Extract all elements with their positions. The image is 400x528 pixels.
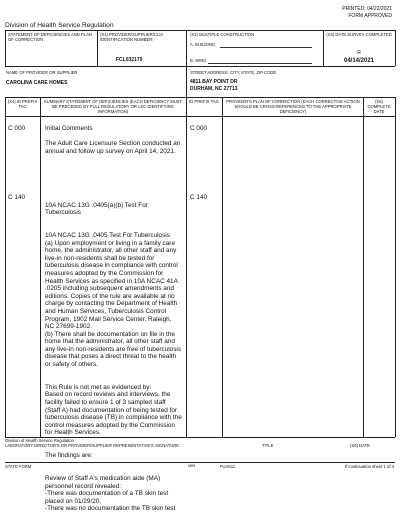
col-id-prefix-2: ID PREFIX TAG — [189, 99, 219, 104]
continuation: If continuation sheet 1 of 4 — [344, 464, 394, 469]
survey-date-header: (X3) DATE SURVEY COMPLETED — [326, 32, 392, 37]
address-line-1: 4811 BAY POINT DR — [190, 79, 238, 85]
entry-tag-c140: C 140 — [8, 194, 26, 201]
footer-agency: Division of Health Service Regulation — [5, 438, 74, 443]
paragraph: Review of Staff A's medication aide (MA) personnel record revealed: -There was documentation of a TB skin test placed on 01/29/20. -There was no documentation the TB skin test — [45, 474, 176, 513]
agency-title: Division of Health Service Regulation — [5, 22, 114, 29]
paragraph: The Adult Care Licensure Section conducted an annual and follow up survey on April 14, 2021. — [45, 140, 181, 155]
provider-name-label: NAME OF PROVIDER OR SUPPLIER — [6, 70, 78, 75]
wing-label: B. WING — [190, 58, 207, 63]
paragraph: 10A NCAC 13G .0405 Test For Tuberculosis (a) Upon employment or living in a family care home, the administrator, all other staff and any live-in non-residents shall be tested for tuberculosis disease in compliance with control measures adopted by the Commission for Health Services as specified in 10A NCAC 41A .0205 including subsequent amendments and editions. Copies of the rule are available at no charge by contacting the Department of Health and Human Services, Tuberculosis Control Program, 1902 Mail Service Center, Raleigh, NC 27699-1902. (b) There shall be documentation on file in the home that the administrator, all other staff and any live-in non-residents are free of tuberculosis disease that poses a direct threat to the health or safety of others. — [45, 231, 182, 369]
entry-c000-body — [45, 125, 182, 163]
survey-date: 04/14/2021 — [343, 58, 375, 64]
printed-date: PRINTED: 04/22/2021 — [342, 6, 392, 12]
entry-ref-tag-c140: C 140 — [190, 194, 208, 201]
form-approved: FORM APPROVED — [348, 13, 392, 19]
paragraph: 10A NCAC 13G .0405(a)(b) Test For Tuberculosis — [45, 201, 148, 217]
paragraph: The findings are: — [45, 452, 93, 460]
address-label: STREET ADDRESS, CITY, STATE, ZIP CODE — [190, 70, 277, 75]
construction-header: (X2) MULTIPLE CONSTRUCTION — [190, 32, 255, 37]
statement-header: STATEMENT OF DEFICIENCIES AND PLAN OF CORRECTION — [8, 32, 92, 42]
provider-id: FCL032170 — [116, 57, 143, 63]
form-code: 6899 — [188, 464, 196, 468]
address-line-2: DURHAM, NC 27713 — [190, 86, 238, 92]
building-label: A. BUILDING: — [190, 42, 217, 47]
col-complete-date: (X5) COMPLETE DATE — [367, 99, 391, 114]
paragraph: This Rule is not met as evidenced by: Based on record reviews and interviews, the facility failed to ensure 1 of 3 sampled staff (Staff A) had documentation of being tested for tuberculosis disease (TB) in compliance with the control measures adopted by the Commission for Health Services. — [45, 383, 182, 437]
col-id-prefix: (X4) ID PREFIX TAG — [7, 99, 38, 109]
provider-name: CAROLINA CARE HOMES — [6, 80, 68, 86]
signature-label: LABORATORY DIRECTOR'S OR PROVIDER/SUPPLIER REPRESENTATIVE'S SIGNATURE — [5, 443, 180, 448]
state-form: STATE FORM — [5, 464, 32, 469]
date-label: (X6) DATE — [350, 443, 370, 448]
survey-code: R — [357, 50, 361, 56]
col-summary: SUMMARY STATEMENT OF DEFICIENCIES (EACH DEFICIENCY MUST BE PRECEDED BY FULL REGULATORY OR LSC IDENTIFYING INFORMATION) — [43, 99, 183, 114]
event-id: FUA611 — [220, 464, 236, 469]
paragraph: Initial Comments — [45, 125, 93, 132]
title-label: TITLE — [262, 443, 274, 448]
col-plan: PROVIDER'S PLAN OF CORRECTION (EACH CORRECTIVE ACTION SHOULD BE CROSS-REFERENCED TO THE APPROPRIATE DEFICIENCY) — [226, 99, 360, 114]
entry-ref-tag-c000: C 000 — [190, 125, 208, 132]
entry-c140-body — [45, 194, 182, 528]
provider-id-header: (X1) PROVIDER/SUPPLIER/CLIA IDENTIFICATION NUMBER: — [100, 32, 164, 42]
entry-tag-c000: C 000 — [8, 125, 26, 132]
